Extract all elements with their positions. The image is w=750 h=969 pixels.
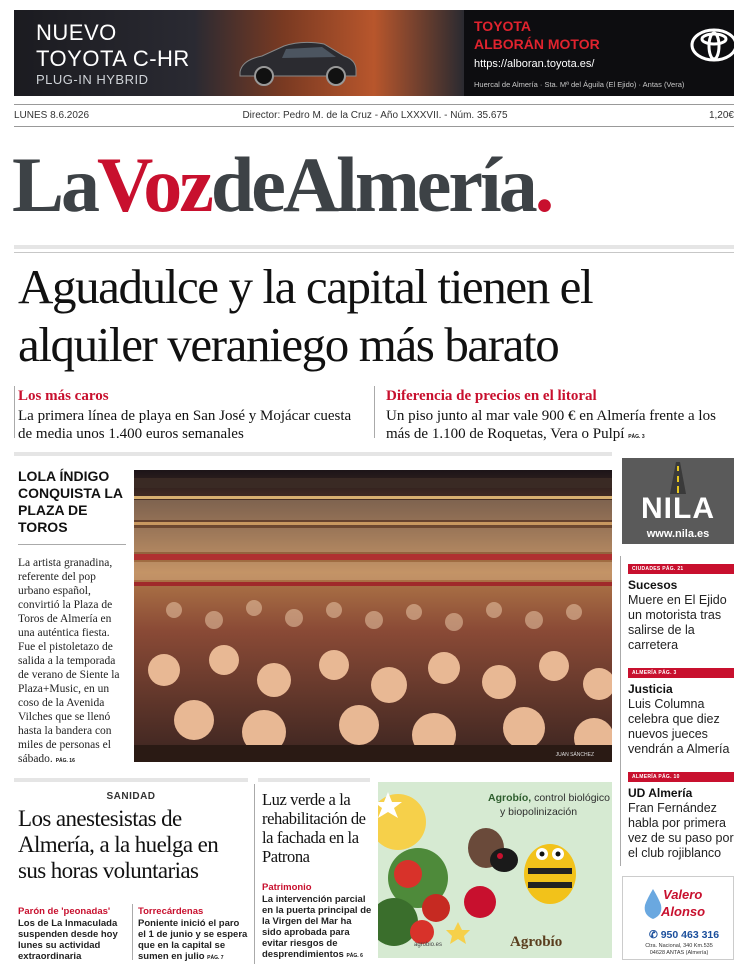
agrobio-ad[interactable]	[378, 782, 612, 958]
masthead-rule-thin	[14, 252, 734, 253]
sanidad-briefs-divider	[132, 904, 133, 960]
ad-brand-line2: ALBORÁN MOTOR	[474, 36, 600, 52]
luz-page-ref: PÁG. 6	[346, 953, 363, 959]
sub1-divider	[14, 386, 15, 438]
sub2-text	[386, 407, 726, 446]
brief2-text[interactable]: Luis Columna celebra que diez nuevos jueces vendrán a Almería	[628, 697, 730, 756]
luz-text	[262, 894, 372, 962]
sanidad-page-ref: PÁG. 7	[207, 955, 224, 961]
brief1-section: CIUDADES PÁG. 21	[632, 566, 684, 572]
nila-name: NILA	[641, 492, 715, 525]
sanidad-section: SANIDAD	[106, 791, 156, 802]
main-headline[interactable]: Aguadulce y la capital tienen el alquiler veraniego más barato	[18, 259, 593, 372]
valero-name1: Valero	[663, 887, 703, 902]
lola-text-body: La artista granadina, referente del pop urbano español, convirtió la Plaza de Toros de Almería en una auténtica fiesta. Fue el pistoletazo de salida a la temporada de verano de Siente la Plaza+Music, en un coso de la Avenida Vilches que se llenó hasta la bandera con miles de personas el sábado.	[18, 557, 120, 765]
agrobio-logo: Agrobío	[510, 934, 563, 950]
valero-alonso-ad[interactable]	[622, 876, 734, 960]
meta-rule-top	[14, 104, 734, 105]
director-line: Director: Pedro M. de la Cruz - Año LXXXVII. - Núm. 35.675	[242, 110, 508, 121]
right-column-divider	[620, 556, 621, 866]
brief1-kicker: Sucesos	[628, 578, 678, 592]
toyota-ad-banner[interactable]	[14, 10, 734, 96]
bottom-column-divider	[254, 784, 255, 964]
agrobio-tagline1	[488, 792, 610, 804]
section-rule	[14, 452, 612, 456]
valero-address1: Ctra. Nacional, 340 Km.535	[645, 943, 713, 949]
valero-name2: Alonso	[661, 904, 706, 919]
nila-url: www.nila.es	[646, 528, 710, 540]
sub2-divider	[374, 386, 375, 438]
luz-text-body: La intervención parcial en la puerta principal de la Virgen del Mar ha sido aprobada para evitar riesgos de desprendimientos	[262, 894, 372, 960]
brief1-text[interactable]: Muere en El Ejido un motorista tras salirse de la carretera	[628, 593, 727, 652]
phone-icon: ✆	[649, 929, 661, 941]
brief3-section: ALMERÍA PÁG. 10	[632, 774, 680, 780]
luz-rule	[258, 778, 370, 782]
brief3-text[interactable]: Fran Fernández habla por primera vez de su paso por el club rojiblanco	[628, 801, 734, 860]
sanidad-brief2-body: Poniente inició el paro el 1 de junio y se espera que en la capital se sumen en julio	[138, 918, 248, 962]
sanidad-rule	[14, 778, 248, 782]
luz-kicker: Patrimonio	[262, 882, 312, 893]
sanidad-brief1-kicker: Parón de 'peonadas'	[18, 906, 111, 917]
ad-line1: NUEVO	[36, 20, 117, 45]
masthead-la: La	[12, 141, 98, 228]
agrobio-web: agrobio.es	[414, 942, 443, 948]
sanidad-brief2-text	[138, 918, 248, 964]
ad-url[interactable]: https://alboran.toyota.es/	[474, 58, 595, 70]
masthead-de: de	[210, 141, 283, 228]
valero-phone-number: 950 463 316	[660, 929, 720, 941]
valero-phone	[649, 929, 719, 941]
valero-address2: 04628 ANTAS (Almería)	[649, 950, 709, 956]
issue-price: 1,20€	[708, 110, 734, 121]
lola-page-ref: PÁG. 16	[55, 758, 75, 764]
masthead-rule	[14, 245, 734, 249]
masthead-dot: .	[534, 141, 552, 228]
sanidad-brief1-text: Los de La Inmaculada suspenden desde hoy lunes su actividad extraordinaria	[18, 918, 118, 962]
brief2-section: ALMERÍA PÁG. 3	[632, 670, 677, 676]
lola-headline[interactable]: LOLA ÍNDIGO CONQUISTA LA PLAZA DE TOROS	[18, 468, 123, 535]
sanidad-brief2-kicker: Torrecárdenas	[138, 906, 204, 917]
sub1-text: La primera línea de playa en San José y Mojácar cuesta de media unos 1.400 euros semanales	[18, 408, 352, 442]
masthead-almeria: Almería	[282, 141, 535, 228]
issue-date: LUNES 8.6.2026	[14, 110, 90, 121]
road-icon	[668, 462, 688, 494]
sanidad-headline[interactable]: Los anestesistas de Almería, a la huelga en sus horas voluntarias	[18, 806, 219, 883]
agrobio-tagline2: y biopolinización	[500, 806, 578, 818]
sub1-kicker: Los más caros	[18, 388, 109, 404]
concert-crowd-photo[interactable]	[134, 470, 612, 762]
brief1-section-bar	[628, 564, 734, 574]
photo-credit: JUAN SÁNCHEZ	[555, 752, 594, 758]
ad-line3: PLUG-IN HYBRID	[36, 72, 149, 87]
agrobio-tagline1-text: control biológico	[531, 792, 610, 804]
ad-address: Huercal de Almería · Sta. Mª del Águila (El Ejido) · Antas (Vera)	[474, 80, 685, 89]
brief3-kicker: UD Almería	[628, 786, 693, 800]
ad-brand-line1: TOYOTA	[474, 18, 532, 34]
sub2-page-ref: PÁG. 3	[628, 434, 645, 440]
brief2-section-bar	[628, 668, 734, 678]
lola-text	[18, 556, 128, 768]
car-icon	[232, 32, 362, 86]
nila-ad[interactable]	[622, 458, 734, 544]
agrobio-brand-inline: Agrobío,	[488, 792, 532, 804]
ad-line2: TOYOTA C-HR	[36, 46, 190, 71]
brief3-section-bar	[628, 772, 734, 782]
sub2-text-body: Un piso junto al mar vale 900 € en Almería frente a los más de 1.100 de Roquetas, Vera o Pulpí	[386, 408, 716, 442]
masthead-logo[interactable]	[12, 140, 742, 230]
masthead-voz: Voz	[97, 141, 211, 228]
luz-headline[interactable]: Luz verde a la rehabilitación de la fachada en la Patrona	[262, 790, 366, 866]
meta-rule-bottom	[14, 126, 734, 127]
lola-rule	[18, 544, 126, 545]
toyota-logo-icon	[690, 28, 734, 62]
sub2-kicker: Diferencia de precios en el litoral	[386, 388, 597, 404]
brief2-kicker: Justicia	[628, 682, 673, 696]
crowd-image	[134, 470, 612, 762]
